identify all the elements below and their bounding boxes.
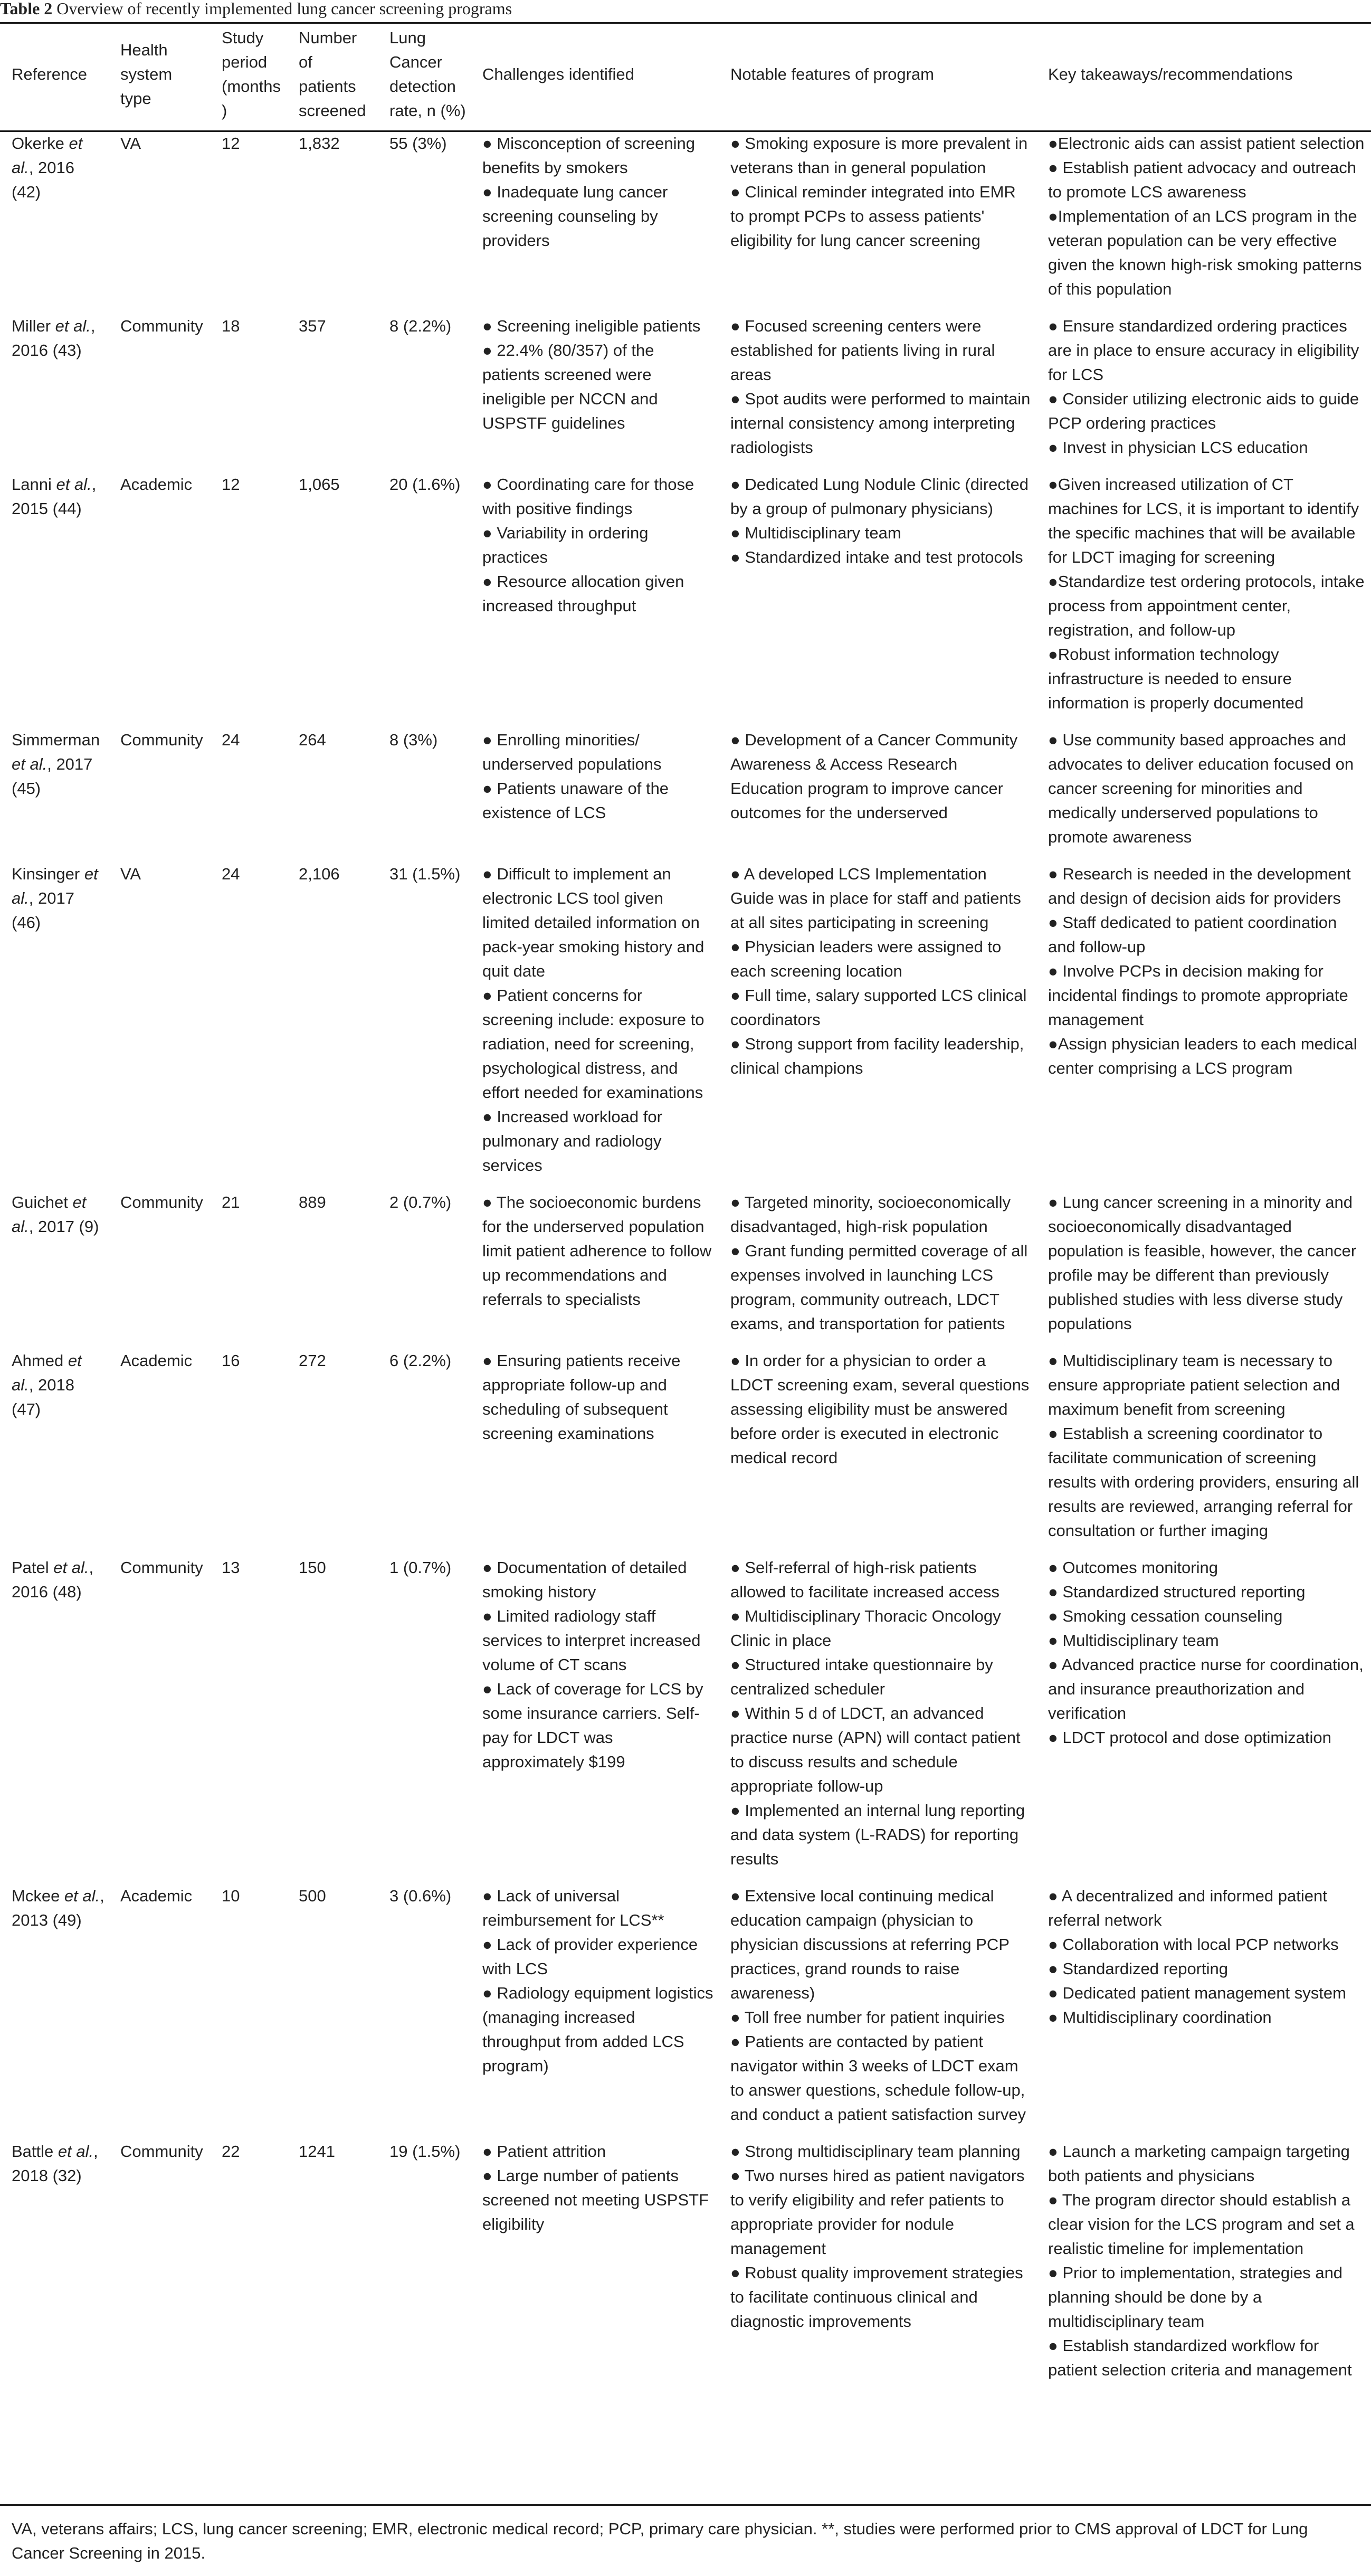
cell-health-system-type: Community (120, 2142, 203, 2161)
takeaway-item: ● Launch a marketing campaign targeting both patients and physicians (1048, 2142, 1350, 2185)
cell-study-period: 22 (222, 2142, 240, 2161)
table-row (0, 856, 1371, 1184)
takeaway-item: ● Establish a screening coordinator to facilitate communication of screening results with ordering providers, ensuring all results are reviewed, arranging referral for consultation or further imaging (1048, 1424, 1359, 1540)
feature-item: ● A developed LCS Implementation Guide was in place for staff and patients at all sites participating in screening (730, 865, 1021, 932)
table-row (0, 1342, 1371, 1549)
feature-item: ● Structured intake questionnaire by centralized scheduler (730, 1655, 993, 1698)
cell-reference (0, 1184, 109, 1342)
cell-challenges (471, 1878, 719, 2133)
takeaway-item: ● Use community based approaches and advocates to deliver education focused on cancer screening for minorities and medically underserved populations to promote awareness (1048, 731, 1354, 846)
cell-key-takeaways (1036, 466, 1371, 722)
header-key-takeaways: Key takeaways/recommendations (1048, 65, 1293, 83)
cell-key-takeaways (1036, 308, 1371, 466)
cell-number-screened: 150 (299, 1558, 326, 1577)
challenge-item: ● Coordinating care for those with positive findings (482, 475, 694, 518)
reference-year-citation: , 2017 (45) (12, 755, 93, 798)
takeaway-item: ● Multidisciplinary coordination (1048, 2008, 1272, 2026)
cell-detection-rate: 8 (3%) (389, 731, 438, 749)
challenge-item: ● The socioeconomic burdens for the underserved population limit patient adherence to follow up recommendations and referrals to specialists (482, 1193, 712, 1309)
cell-study-period: 12 (222, 134, 240, 153)
feature-item: ● Spot audits were performed to maintain internal consistency among interpreting radiologists (730, 390, 1031, 457)
feature-item: ● Development of a Cancer Community Awareness & Access Research Education program to improve cancer outcomes for the underserved (730, 731, 1018, 822)
cell-key-takeaways (1036, 722, 1371, 856)
header-rule (0, 130, 1371, 132)
cell-number-screened: 1,832 (299, 134, 340, 153)
reference-year-citation: , 2017 (46) (12, 889, 74, 932)
takeaway-item: ● Invest in physician LCS education (1048, 438, 1308, 457)
takeaway-item: ● Standardized reporting (1048, 1959, 1228, 1978)
reference-et-al: et al. (53, 1558, 89, 1577)
takeaway-item: ● Advanced practice nurse for coordination, and insurance preauthorization and verification (1048, 1655, 1364, 1722)
cell-key-takeaways (1036, 2133, 1371, 2389)
table-caption (0, 0, 1371, 20)
cell-reference (0, 308, 109, 466)
feature-item: ● Strong multidisciplinary team planning (730, 2142, 1021, 2161)
reference-et-al: et al. (64, 1887, 100, 1905)
table-row (0, 1549, 1371, 1878)
takeaway-item: ● Standardized structured reporting (1048, 1583, 1306, 1601)
cell-challenges (471, 308, 719, 466)
cell-study-period: 13 (222, 1558, 240, 1577)
cell-number-screened: 2,106 (299, 865, 340, 883)
header-reference: Reference (12, 65, 88, 83)
feature-item: ● Self-referral of high-risk patients allowed to facilitate increased access (730, 1558, 1000, 1601)
reference-year-citation: , 2013 (49) (12, 1887, 104, 1929)
cell-notable-features (719, 1342, 1036, 1549)
takeaway-item: ●Standardize test ordering protocols, intake process from appointment center, registration, and follow-up (1048, 572, 1365, 639)
takeaway-item: ● Multidisciplinary team (1048, 1631, 1219, 1650)
challenge-item: ● Lack of coverage for LCS by some insurance carriers. Self-pay for LDCT was approximately $199 (482, 1680, 703, 1771)
cell-reference (0, 1549, 109, 1878)
reference-et-al: et al. (56, 475, 92, 494)
reference-author: Simmerman (12, 731, 100, 749)
takeaway-item: ● Involve PCPs in decision making for incidental findings to promote appropriate management (1048, 962, 1348, 1029)
takeaway-item: ● Outcomes monitoring (1048, 1558, 1218, 1577)
challenge-item: ● Enrolling minorities/ underserved populations (482, 731, 662, 773)
table-row (0, 125, 1371, 308)
reference-author: Guichet (12, 1193, 73, 1211)
feature-item: ● Within 5 d of LDCT, an advanced practice nurse (APN) will contact patient to discuss results and schedule appropriate follow-up (730, 1704, 1021, 1795)
challenge-item: ● Documentation of detailed smoking history (482, 1558, 687, 1601)
header-challenges: Challenges identified (482, 65, 634, 83)
cell-notable-features (719, 722, 1036, 856)
feature-item: ● Two nurses hired as patient navigators to verify eligibility and refer patients to appropriate provider for nodule management (730, 2166, 1025, 2258)
cell-challenges (471, 722, 719, 856)
takeaway-item: ●Implementation of an LCS program in the veteran population can be very effective given the known high-risk smoking patterns of this population (1048, 207, 1362, 298)
reference-et-al: et al. (58, 2142, 94, 2161)
cell-health-system-type: VA (120, 865, 141, 883)
challenge-item: ● Radiology equipment logistics (managing increased throughput from added LCS program) (482, 1984, 713, 2075)
reference-et-al: et al. (12, 1193, 87, 1236)
cell-notable-features (719, 1549, 1036, 1878)
cell-number-screened: 500 (299, 1887, 326, 1905)
reference-et-al: et al. (12, 1351, 82, 1394)
cell-detection-rate: 6 (2.2%) (389, 1351, 452, 1370)
reference-year-citation: , 2016 (48) (12, 1558, 94, 1601)
cell-number-screened: 357 (299, 317, 326, 335)
reference-author: Miller (12, 317, 55, 335)
cell-notable-features (719, 125, 1036, 308)
cell-detection-rate: 31 (1.5%) (389, 865, 461, 883)
feature-item: ● Robust quality improvement strategies to facilitate continuous clinical and diagnostic improvements (730, 2264, 1023, 2331)
takeaway-item: ● LDCT protocol and dose optimization (1048, 1728, 1331, 1747)
reference-author: Okerke (12, 134, 69, 153)
reference-et-al: et al. (55, 317, 91, 335)
reference-year-citation: , 2018 (47) (12, 1376, 74, 1418)
challenge-item: ● Large number of patients screened not meeting USPSTF eligibility (482, 2166, 709, 2233)
cell-study-period: 18 (222, 317, 240, 335)
cell-challenges (471, 125, 719, 308)
cell-notable-features (719, 2133, 1036, 2389)
cell-number-screened: 264 (299, 731, 326, 749)
feature-item: ● Grant funding permitted coverage of all expenses involved in launching LCS program, community outreach, LDCT exams, and transportation for patients (730, 1242, 1028, 1333)
feature-item: ● Full time, salary supported LCS clinical coordinators (730, 986, 1027, 1029)
reference-author: Ahmed (12, 1351, 68, 1370)
takeaway-item: ● Collaboration with local PCP networks (1048, 1935, 1339, 1954)
feature-item: ● Strong support from facility leadership, clinical champions (730, 1035, 1024, 1077)
takeaway-item: ● A decentralized and informed patient referral network (1048, 1887, 1327, 1929)
takeaway-item: ● Ensure standardized ordering practices are in place to ensure accuracy in eligibility for LCS (1048, 317, 1359, 384)
cell-detection-rate: 19 (1.5%) (389, 2142, 461, 2161)
challenge-item: ● Variability in ordering practices (482, 524, 649, 566)
table-caption-label: Table 2 (0, 0, 53, 18)
challenge-item: ● Misconception of screening benefits by smokers (482, 134, 695, 177)
takeaway-item: ● Establish standardized workflow for patient selection criteria and management (1048, 2336, 1352, 2379)
takeaway-item: ● Prior to implementation, strategies and planning should be done by a multidisciplinary team (1048, 2264, 1343, 2331)
reference-year-citation: , 2015 (44) (12, 475, 97, 518)
table-row (0, 2133, 1371, 2389)
header-detection-rate: Lung Cancer detection rate, n (%) (389, 29, 466, 120)
cell-study-period: 12 (222, 475, 240, 494)
feature-item: ● Patients are contacted by patient navigator within 3 weeks of LDCT exam to answer questions, schedule follow-up, and conduct a patient satisfaction survey (730, 2032, 1026, 2124)
cell-detection-rate: 3 (0.6%) (389, 1887, 452, 1905)
cell-health-system-type: Community (120, 731, 203, 749)
cell-study-period: 24 (222, 731, 240, 749)
cell-challenges (471, 856, 719, 1184)
takeaway-item: ● Multidisciplinary team is necessary to ensure appropriate patient selection and maximum benefit from screening (1048, 1351, 1340, 1418)
feature-item: ● Extensive local continuing medical education campaign (physician to physician discussions at referring PCP practices, grand rounds to raise awareness) (730, 1887, 1010, 2002)
takeaway-item: ●Electronic aids can assist patient selection (1048, 134, 1365, 153)
reference-year-citation: , 2016 (43) (12, 317, 96, 359)
cell-notable-features (719, 308, 1036, 466)
feature-item: ● Multidisciplinary team (730, 524, 901, 542)
feature-item: ● Implemented an internal lung reporting and data system (L-RADS) for reporting results (730, 1801, 1025, 1868)
reference-author: Lanni (12, 475, 56, 494)
header-notable-features: Notable features of program (730, 65, 934, 83)
cell-challenges (471, 1184, 719, 1342)
cell-study-period: 10 (222, 1887, 240, 1905)
takeaway-item: ● The program director should establish a clear vision for the LCS program and set a realistic timeline for implementation (1048, 2191, 1355, 2258)
reference-year-citation: , 2016 (42) (12, 158, 74, 201)
cell-reference (0, 466, 109, 722)
cell-study-period: 16 (222, 1351, 240, 1370)
table-header-row (0, 24, 1371, 125)
challenge-item: ● Lack of universal reimbursement for LCS** (482, 1887, 664, 1929)
cell-study-period: 24 (222, 865, 240, 883)
cell-number-screened: 889 (299, 1193, 326, 1211)
cell-health-system-type: Academic (120, 1887, 193, 1905)
cell-detection-rate: 8 (2.2%) (389, 317, 452, 335)
reference-author: Mckee (12, 1887, 64, 1905)
bottom-rule (0, 2504, 1371, 2506)
feature-item: ● Dedicated Lung Nodule Clinic (directed by a group of pulmonary physicians) (730, 475, 1029, 518)
takeaway-item: ● Lung cancer screening in a minority and socioeconomically disadvantaged population is feasible, however, the cancer profile may be different than previously published studies with less diverse study populations (1048, 1193, 1357, 1333)
reference-author: Kinsinger (12, 865, 84, 883)
cell-reference (0, 1342, 109, 1549)
cell-detection-rate: 55 (3%) (389, 134, 447, 153)
cell-health-system-type: VA (120, 134, 141, 153)
cell-key-takeaways (1036, 1878, 1371, 2133)
feature-item: ● Focused screening centers were established for patients living in rural areas (730, 317, 995, 384)
feature-item: ● Multidisciplinary Thoracic Oncology Clinic in place (730, 1607, 1001, 1650)
feature-item: ● Toll free number for patient inquiries (730, 2008, 1005, 2026)
reference-et-al: et al. (12, 134, 83, 177)
table-row (0, 722, 1371, 856)
header-health-system-type: Health system type (120, 41, 173, 108)
takeaway-item: ●Robust information technology infrastructure is needed to ensure information is properly documented (1048, 645, 1304, 712)
takeaway-item: ● Establish patient advocacy and outreach to promote LCS awareness (1048, 158, 1356, 201)
challenge-item: ● Screening ineligible patients (482, 317, 701, 335)
cell-health-system-type: Community (120, 317, 203, 335)
cell-number-screened: 1,065 (299, 475, 340, 494)
feature-item: ● Targeted minority, socioeconomically disadvantaged, high-risk population (730, 1193, 1011, 1236)
challenge-item: ● Lack of provider experience with LCS (482, 1935, 698, 1978)
reference-et-al: et al. (12, 755, 47, 773)
challenge-item: ● Patient attrition (482, 2142, 606, 2161)
table-footnote: VA, veterans affairs; LCS, lung cancer screening; EMR, electronic medical record; PCP, primary care physician. **, studies were performed prior to CMS approval of LDCT for Lung Cancer Screening in 2015. (12, 2520, 1308, 2562)
cell-notable-features (719, 1184, 1036, 1342)
challenge-item: ● Ensuring patients receive appropriate follow-up and scheduling of subsequent screening examinations (482, 1351, 681, 1443)
header-study-period: Study period (months) (222, 29, 281, 120)
challenge-item: ● Difficult to implement an electronic LCS tool given limited detailed information on pack-year smoking history and quit date (482, 865, 704, 980)
feature-item: ● Physician leaders were assigned to each screening location (730, 937, 1002, 980)
cell-reference (0, 856, 109, 1184)
cell-key-takeaways (1036, 125, 1371, 308)
cell-notable-features (719, 1878, 1036, 2133)
cell-health-system-type: Academic (120, 475, 193, 494)
table-body (0, 125, 1371, 2389)
reference-year-citation: , 2018 (32) (12, 2142, 98, 2185)
feature-item: ● In order for a physician to order a LDCT screening exam, several questions assessing eligibility must be answered before order is executed in electronic medical record (730, 1351, 1030, 1467)
cell-detection-rate: 1 (0.7%) (389, 1558, 452, 1577)
cell-study-period: 21 (222, 1193, 240, 1211)
cell-key-takeaways (1036, 1549, 1371, 1878)
challenge-item: ● Patients unaware of the existence of LCS (482, 779, 669, 822)
cell-number-screened: 1241 (299, 2142, 335, 2161)
challenge-item: ● 22.4% (80/357) of the patients screened were ineligible per NCCN and USPSTF guidelines (482, 341, 658, 432)
challenge-item: ● Limited radiology staff services to interpret increased volume of CT scans (482, 1607, 701, 1674)
feature-item: ● Clinical reminder integrated into EMR to prompt PCPs to assess patients' eligibility for lung cancer screening (730, 183, 1016, 250)
table-row (0, 1184, 1371, 1342)
challenge-item: ● Inadequate lung cancer screening counseling by providers (482, 183, 668, 250)
cell-health-system-type: Community (120, 1193, 203, 1211)
cell-challenges (471, 1549, 719, 1878)
takeaway-item: ● Smoking cessation counseling (1048, 1607, 1283, 1625)
reference-et-al: et al. (12, 865, 98, 907)
cell-health-system-type: Community (120, 1558, 203, 1577)
reference-author: Battle (12, 2142, 58, 2161)
takeaway-item: ●Given increased utilization of CT machines for LCS, it is important to identify the specific machines that will be available for LDCT imaging for screening (1048, 475, 1359, 566)
takeaway-item: ● Research is needed in the development and design of decision aids for providers (1048, 865, 1351, 907)
takeaway-item: ●Assign physician leaders to each medical center comprising a LCS program (1048, 1035, 1357, 1077)
takeaway-item: ● Staff dedicated to patient coordination and follow-up (1048, 913, 1337, 956)
challenge-item: ● Increased workload for pulmonary and radiology services (482, 1107, 662, 1175)
cell-challenges (471, 466, 719, 722)
cell-key-takeaways (1036, 856, 1371, 1184)
screening-programs-table (0, 24, 1371, 2389)
takeaway-item: ● Consider utilizing electronic aids to guide PCP ordering practices (1048, 390, 1359, 432)
cell-reference (0, 2133, 109, 2389)
cell-key-takeaways (1036, 1342, 1371, 1549)
challenge-item: ● Patient concerns for screening include: exposure to radiation, need for screening, psychological distress, and effort needed for examinations (482, 986, 704, 1102)
cell-health-system-type: Academic (120, 1351, 193, 1370)
cell-number-screened: 272 (299, 1351, 326, 1370)
challenge-item: ● Resource allocation given increased throughput (482, 572, 684, 615)
table-caption-title: Overview of recently implemented lung cancer screening programs (56, 0, 512, 18)
takeaway-item: ● Dedicated patient management system (1048, 1984, 1346, 2002)
cell-notable-features (719, 856, 1036, 1184)
reference-author: Patel (12, 1558, 54, 1577)
cell-challenges (471, 2133, 719, 2389)
reference-year-citation: , 2017 (9) (28, 1217, 99, 1236)
cell-notable-features (719, 466, 1036, 722)
cell-challenges (471, 1342, 719, 1549)
table-row (0, 308, 1371, 466)
header-number-screened: Number of patients screened (299, 29, 366, 120)
table-row (0, 1878, 1371, 2133)
cell-reference (0, 125, 109, 308)
cell-reference (0, 1878, 109, 2133)
cell-detection-rate: 20 (1.6%) (389, 475, 461, 494)
cell-key-takeaways (1036, 1184, 1371, 1342)
cell-detection-rate: 2 (0.7%) (389, 1193, 452, 1211)
feature-item: ● Smoking exposure is more prevalent in veterans than in general population (730, 134, 1028, 177)
table-row (0, 466, 1371, 722)
feature-item: ● Standardized intake and test protocols (730, 548, 1023, 566)
cell-reference (0, 722, 109, 856)
